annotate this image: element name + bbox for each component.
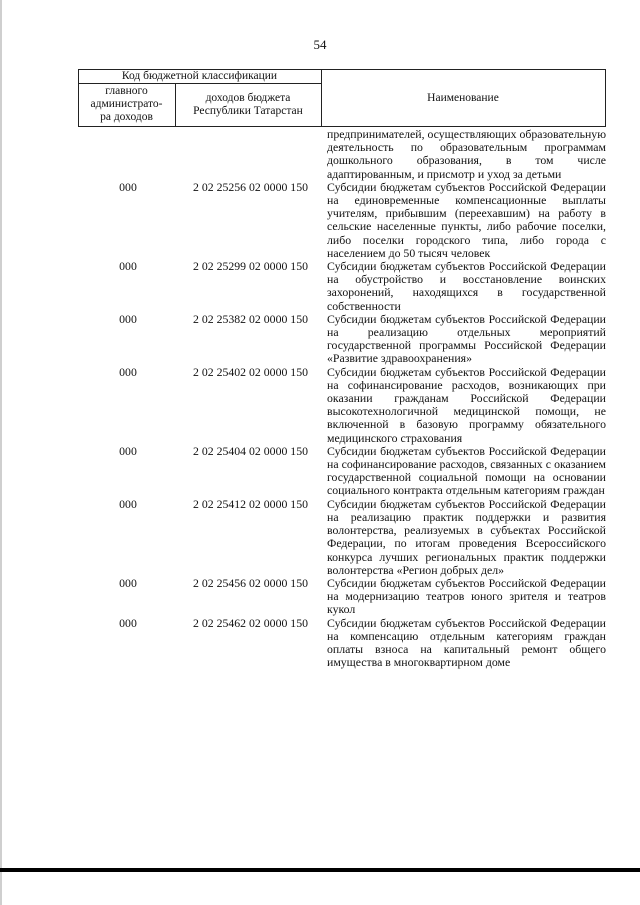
scan-edge [0,0,2,905]
admin-code-cell: 000 [119,259,137,274]
header-income-line: доходов бюджета [205,92,291,104]
table-body [78,128,606,669]
table-row [78,445,606,498]
admin-code-cell: 000 [119,575,137,590]
header-group-divider [78,83,321,84]
income-code-cell: 2 02 25404 02 0000 150 [192,443,309,458]
name-cell: Субсидии бюджетам субъектов Российской Федерации на реализацию практик поддержки и развития волонтерства, реализуемых в субъектах Российской Федерации, по итогам проведения Всероссийского конкурса лучших региональных практик поддержки волонтерства «Регион добрых дел» [327,496,606,577]
table-row [78,577,606,617]
admin-code-cell: 000 [119,311,137,326]
name-cell: Субсидии бюджетам субъектов Российской Федерации на единовременные компенсационные выплаты учителям, прибывшим (переехавшим) на работу в сельские населенные пункты, либо рабочие поселки, либо поселки городского типа, либо города с населением до 50 тысяч человек [327,179,606,260]
admin-code-cell: 000 [119,443,137,458]
income-code-cell: 2 02 25456 02 0000 150 [192,575,309,590]
name-cell: Субсидии бюджетам субъектов Российской Федерации на реализацию отдельных мероприятий государственной программы Российской Федерации «Развитие здравоохранения» [327,311,606,366]
header-income-column [175,92,321,118]
name-cell: Субсидии бюджетам субъектов Российской Федерации на софинансирование расходов, возникающих при оказании гражданам Российской Федерации высокотехнологичной медицинской помощи, не включенной в базовую программу обязательного медицинского страхования [327,364,606,445]
page-number: 54 [313,37,327,52]
table-row [78,181,606,260]
name-cell: предпринимателей, осуществляющих образовательную деятельность по образовательным программам дошкольного образования, в том числе адаптированным, и присмотр и уход за детьми [327,127,607,181]
admin-code-cell: 000 [119,179,137,194]
header-admin-line: главного [105,85,148,97]
table-row [78,260,606,313]
scan-bottom-bar [0,868,640,872]
table-row [78,617,606,670]
header-admin-column [78,85,175,124]
name-cell: Субсидии бюджетам субъектов Российской Федерации на модернизацию театров юного зрителя и театров кукол [327,575,606,617]
name-cell: Субсидии бюджетам субъектов Российской Федерации на обустройство и восстановление воинских захоронений, находящихся в государственной собственности [327,259,606,313]
income-code-cell: 2 02 25299 02 0000 150 [192,259,309,274]
admin-code-cell: 000 [119,496,137,511]
name-cell: Субсидии бюджетам субъектов Российской Федерации на компенсацию отдельным категориям граждан оплаты взноса на капитальный ремонт общего имущества в многоквартирном доме [327,615,606,670]
header-group-label: Код бюджетной классификации [121,70,278,82]
table-row [78,498,606,577]
table-right-border [605,69,606,127]
table-row [78,313,606,366]
income-code-cell: 2 02 25402 02 0000 150 [192,364,309,379]
income-code-cell: 2 02 25256 02 0000 150 [192,179,309,194]
table-row [78,128,606,181]
header-admin-line: администрато- [90,98,163,110]
name-cell: Субсидии бюджетам субъектов Российской Федерации на софинансирование расходов, связанных с оказанием государственной социальной помощи на основании социального контракта отдельным категориям граждан [327,443,606,498]
admin-code-cell: 000 [119,364,137,379]
header-name-column: Наименование [427,92,499,104]
admin-code-cell: 000 [119,615,137,630]
income-code-cell: 2 02 25412 02 0000 150 [192,496,309,511]
table-row [78,366,606,445]
header-admin-line: ра доходов [100,111,153,123]
header-income-line: Республики Татарстан [193,105,303,117]
income-code-cell: 2 02 25382 02 0000 150 [192,311,309,326]
income-code-cell: 2 02 25462 02 0000 150 [192,615,309,630]
